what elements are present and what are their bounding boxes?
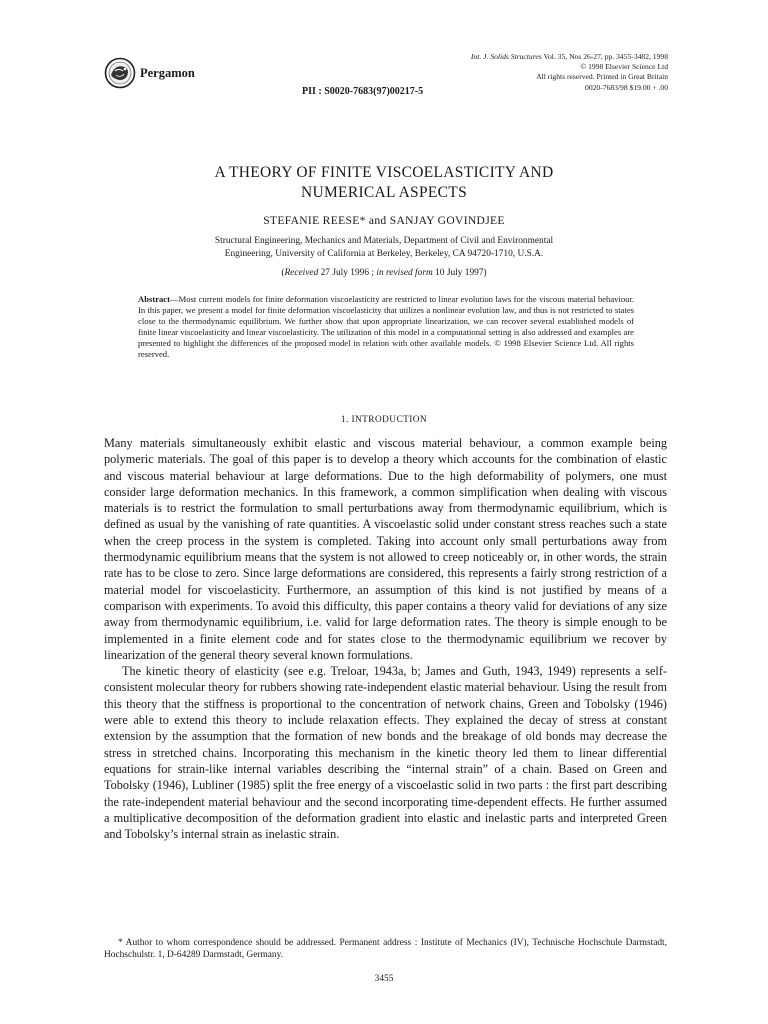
page-number: 3455 bbox=[374, 974, 394, 984]
body-paragraph: The kinetic theory of elasticity (see e.g. Treloar, 1943a, b; James and Guth, 1943, 1949) represents a self-consistent molecular theory for rubbers showing rate-independent elastic material behaviour. Using the result from this theory that the stiffness is proportional to the concentration of network chains, Green and Tobolsky (1946) were able to extend this theory to include relaxation effects. They explained the decay of stress at constant extension by the assumption that the formation of new bonds and the breakage of old bonds may decrease the stress in stretched chains. Incorporating this mechanism in the kinetic theory led them to linear differential equations for strain-like internal variables describing the “internal strain” of a chain. Based on Green and Tobolsky (1946), Lubliner (1985) split the free energy of a viscoelastic solid in two parts : the first part describing the rate-independent material behaviour and the second incorporating time-dependent effects. He further assumed a multiplicative decomposition of the deformation gradient into elastic and inelastic parts and interpreted Green and Tobolsky’s internal strain as inelastic strain. bbox=[104, 664, 667, 842]
section-heading: 1. INTRODUCTION bbox=[340, 415, 428, 425]
received-open-paren: ( bbox=[281, 268, 285, 278]
pergamon-emblem-icon bbox=[104, 57, 136, 89]
journal-info bbox=[471, 52, 668, 93]
author-list: STEFANIE REESE* and SANJAY GOVINDJEE bbox=[263, 214, 505, 227]
copyright-line: © 1998 Elsevier Science Ltd bbox=[580, 62, 668, 72]
abstract-text: —Most current models for finite deformation viscoelasticity are restricted to linear evolution laws for the viscous material behaviour. In this paper, we present a model for finite deformation viscoelasticity that utilizes a nonlinear evolution law, and thus is not restricted to states close to the thermodynamic equilibrium. We further show that upon appropriate linearization, we can recover several established models of finite linear viscoelasticity and linear viscoelasticity. The utilization of this model in a computational setting is also addressed and examples are presented to highlight the differences of the proposed model in relation with other available models. © 1998 Elsevier Science Ltd. All rights reserved. bbox=[138, 294, 634, 359]
title-line-2: NUMERICAL ASPECTS bbox=[300, 184, 467, 201]
affiliation bbox=[0, 235, 768, 260]
journal-name: Int. J. Solids Structures bbox=[470, 52, 542, 61]
paper-title bbox=[0, 163, 768, 203]
title-line-1: A THEORY OF FINITE VISCOELASTICITY AND bbox=[214, 164, 554, 181]
affiliation-line-1: Structural Engineering, Mechanics and Materials, Department of Civil and Environmental bbox=[214, 236, 554, 246]
price-line: 0020-7683/98 $19.00 + .00 bbox=[585, 82, 668, 92]
abstract-label: Abstract bbox=[138, 294, 170, 304]
footnote: * Author to whom correspondence should be addressed. Permanent address : Institute of Mechanics (IV), Technische Hochschule Darmstadt, Hochschulstr. 1, D-64289 Darmstadt, Germany. bbox=[104, 938, 667, 961]
abstract bbox=[138, 294, 634, 359]
journal-citation bbox=[471, 52, 668, 62]
body-paragraph: Many materials simultaneously exhibit elastic and viscous material behaviour, a common example being polymeric materials. The goal of this paper is to develop a theory which accounts for the combination of elastic and viscous material behaviour at large deformations. Due to the high deformability of polymers, one must consider large deformation mechanics. In this framework, a common simplification when dealing with viscous materials is to restrict the formulation to small perturbations away from thermodynamic equilibrium, which is defined as usual by the vanishing of rate quantities. A viscoelastic solid under constant stress reaches such a state when the creep process in the system is completed. Taking into account only small perturbations away from thermodynamic equilibrium means that the system is not allowed to creep noticeably or, in other words, the strain rate has to be close to zero. Since large deformations are considered, this represents a fairly strong restriction of a material model for viscoelasticity. Furthermore, an assumption of this kind is not justified by means of a comparison with experiments. To avoid this difficulty, this paper contains a theory valid for deviations of any size away from thermodynamic equilibrium, i.e. valid for large deformation rates. The theory is simple enough to be implemented in a finite element code and for states close to the thermodynamic equilibrium we recover by linearization of the general theory several known formulations. bbox=[104, 436, 667, 662]
affiliation-line-2: Engineering, University of California at Berkeley, Berkeley, CA 94720-1710, U.S.A. bbox=[224, 248, 544, 259]
publisher-logo bbox=[104, 57, 195, 89]
revised-label: in revised form bbox=[376, 268, 433, 278]
journal-volume: Vol. 35, Nos 26-27, pp. 3455-3482, 1998 bbox=[543, 52, 668, 61]
received-label: Received bbox=[284, 268, 319, 278]
rights-line: All rights reserved. Printed in Great Britain bbox=[536, 72, 668, 82]
pii-identifier: PII : S0020-7683(97)00217-5 bbox=[302, 86, 424, 97]
publisher-name: Pergamon bbox=[140, 65, 195, 80]
received-date: 27 July 1996 ; bbox=[318, 268, 377, 278]
body-text bbox=[104, 435, 667, 842]
revised-date: 10 July 1997) bbox=[432, 268, 487, 278]
received-dates bbox=[0, 268, 768, 278]
